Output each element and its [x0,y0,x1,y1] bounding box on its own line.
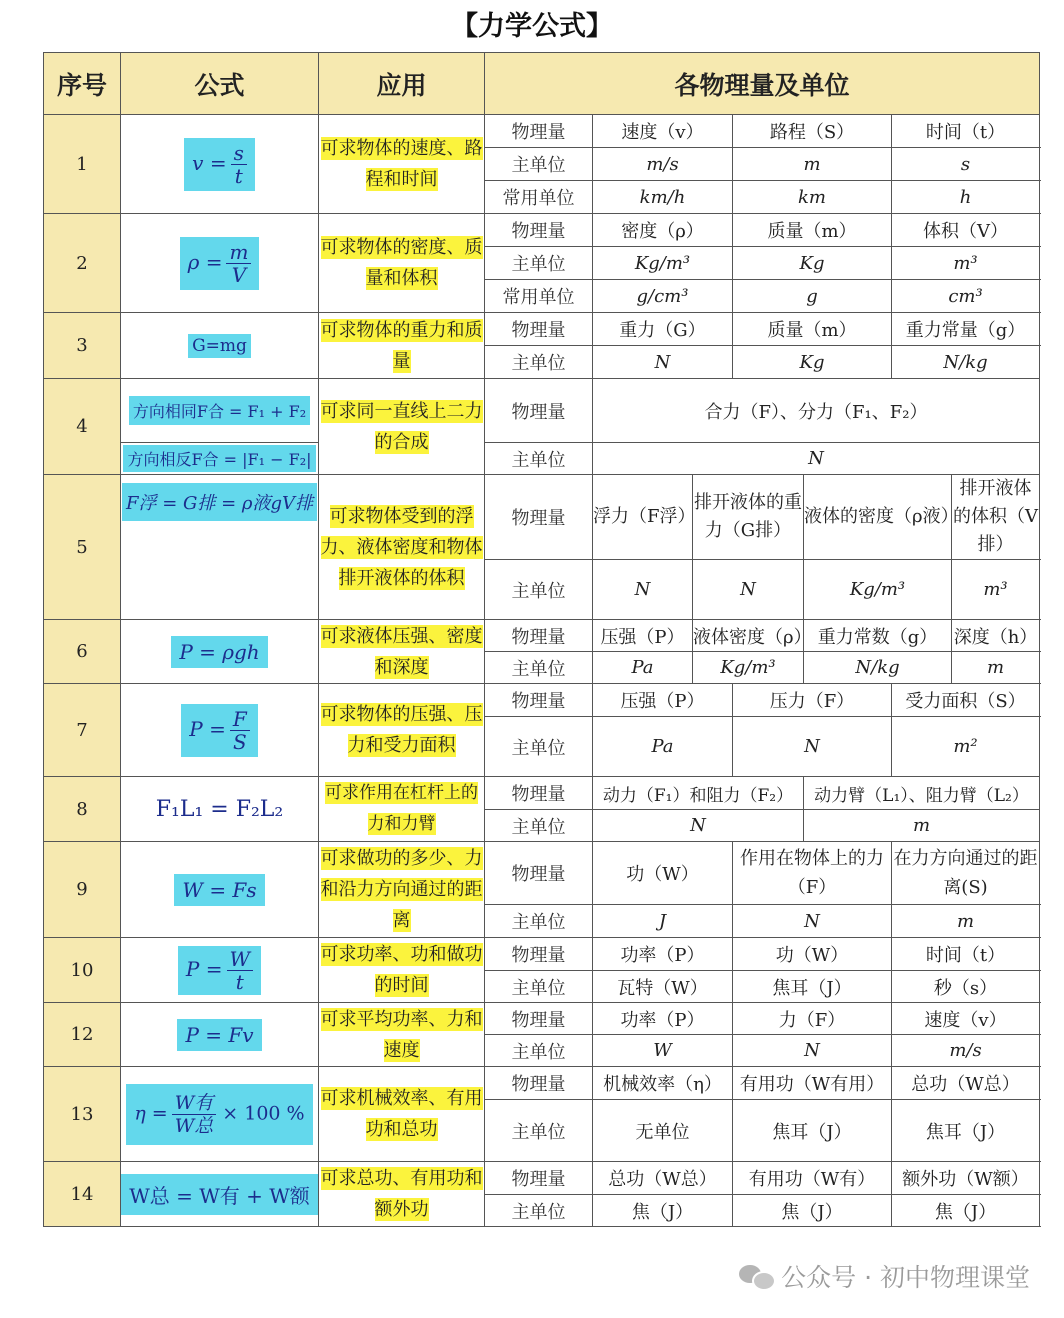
row-seq: 9 [44,842,121,938]
row-seq: 8 [44,777,121,842]
formula-cell [121,842,319,938]
header-formula: 公式 [121,53,319,115]
formula-cell [121,1162,319,1227]
formula-table [43,52,1040,1227]
app-cell: 可求做功的多少、力和沿力方向通过的距离 [319,842,485,938]
formula-cell [121,443,319,475]
row-seq: 10 [44,938,121,1003]
cell-unit: N [733,905,892,938]
row-seq: 7 [44,684,121,777]
cell-value: 时间（t） [892,115,1040,148]
formula-box: P = $\frac{W}{t}$ [178,946,261,995]
cell-label: 物理量 [485,214,593,247]
cell-value: 动力（F₁）和阻力（F₂） [593,777,804,810]
formula-box: G=mg [188,334,251,358]
cell-unit: 秒（s） [892,971,1040,1003]
table-row [44,443,1040,475]
row-seq: 14 [44,1162,121,1227]
formula-cell [121,475,319,620]
cell-unit: 焦耳（J） [733,971,892,1003]
table-row [44,842,1040,905]
app-cell: 可求物体的速度、路程和时间 [319,115,485,214]
cell-value: 作用在物体上的力（F） [733,842,892,905]
cell-unit: Kg [733,247,892,280]
cell-value: 力（F） [733,1003,892,1035]
formula-text: F₁L₁ = F₂L₂ [155,796,284,822]
cell-label: 物理量 [485,1162,593,1195]
cell-label: 主单位 [485,560,593,620]
cell-label: 主单位 [485,443,593,475]
cell-unit: N/kg [892,346,1040,379]
cell-unit: Kg/m³ [693,652,804,684]
formula-box: η = $\frac{\text{W有}}{\text{W总}}$ × 100 % [126,1084,312,1145]
cell-value: 有用功（W有） [733,1162,892,1195]
table-row [44,938,1040,971]
table-row [44,214,1040,247]
cell-label: 物理量 [485,313,593,346]
cell-unit: m [804,810,1040,842]
table-row [44,1162,1040,1195]
cell-value: 质量（m） [733,313,892,346]
cell-value: 速度（v） [892,1003,1040,1035]
cell-value: 路程（S） [733,115,892,148]
cell-label: 主单位 [485,1195,593,1227]
cell-label: 物理量 [485,115,593,148]
formula-cell [121,214,319,313]
cell-unit: Kg [733,346,892,379]
cell-unit: cm³ [892,280,1040,313]
table-row [44,1003,1040,1035]
cell-unit: km/h [593,181,733,214]
table-row [44,379,1040,443]
cell-label: 主单位 [485,717,593,777]
app-cell: 可求作用在杠杆上的力和力臂 [319,777,485,842]
cell-value: 液体密度（ρ） [693,620,804,652]
formula-box: v = $\frac{s}{t}$ [184,138,255,191]
cell-unit: 焦（J） [892,1195,1040,1227]
cell-value: 压强（P） [593,620,693,652]
cell-label: 常用单位 [485,181,593,214]
cell-value: 合力（F）、分力（F₁、F₂） [593,379,1040,443]
cell-unit: m³ [892,247,1040,280]
cell-value: 重力（G） [593,313,733,346]
cell-unit: N/kg [804,652,952,684]
app-cell: 可求平均功率、力和速度 [319,1003,485,1067]
cell-value: 功率（P） [593,1003,733,1035]
cell-unit: 无单位 [593,1100,733,1162]
formula-cell [121,684,319,777]
cell-value: 总功（W总） [593,1162,733,1195]
cell-unit: s [892,148,1040,181]
cell-unit: N [733,1035,892,1067]
cell-label: 物理量 [485,842,593,905]
formula-box: W = Fs [174,874,264,906]
cell-value: 体积（V） [892,214,1040,247]
app-cell: 可求物体的重力和质量 [319,313,485,379]
cell-unit: m² [892,717,1040,777]
cell-unit: N [593,560,693,620]
app-cell: 可求同一直线上二力的合成 [319,379,485,475]
header-seq: 序号 [44,53,121,115]
header-row [44,53,1040,115]
cell-value: 液体的密度（ρ液） [804,475,952,560]
cell-unit: 瓦特（W） [593,971,733,1003]
cell-value: 功率（P） [593,938,733,971]
cell-unit: 焦（J） [593,1195,733,1227]
app-cell: 可求物体受到的浮力、液体密度和物体排开液体的体积 [319,475,485,620]
cell-unit: m³ [952,560,1040,620]
cell-unit: N [733,717,892,777]
cell-value: 压强（P） [593,684,733,717]
cell-label: 物理量 [485,777,593,810]
cell-label: 物理量 [485,379,593,443]
cell-label: 主单位 [485,247,593,280]
cell-value: 有用功（W有用） [733,1067,892,1100]
formula-box: P = Fv [177,1019,261,1051]
cell-value: 功（W） [733,938,892,971]
app-cell: 可求功率、功和做功的时间 [319,938,485,1003]
cell-value: 功（W） [593,842,733,905]
formula-box: 方向相同F合 = F₁ + F₂ [129,396,310,425]
cell-unit: N [693,560,804,620]
cell-value: 机械效率（η） [593,1067,733,1100]
app-cell: 可求物体的压强、压力和受力面积 [319,684,485,777]
cell-label: 物理量 [485,1067,593,1100]
formula-box: P = $\frac{F}{S}$ [181,704,257,757]
cell-unit: 焦耳（J） [892,1100,1040,1162]
page-title: 【力学公式】 [451,11,613,42]
cell-value: 动力臂（L₁）、阻力臂（L₂） [804,777,1040,810]
app-cell: 可求总功、有用功和额外功 [319,1162,485,1227]
cell-unit: N [593,443,1040,475]
table-row [44,620,1040,652]
cell-unit: m/s [593,148,733,181]
cell-label: 物理量 [485,938,593,971]
cell-unit: m/s [892,1035,1040,1067]
row-seq: 12 [44,1003,121,1067]
formula-box: P = ρgh [171,636,267,668]
cell-unit: m [952,652,1040,684]
app-cell: 可求物体的密度、质量和体积 [319,214,485,313]
watermark [739,1258,1030,1294]
formula-cell [121,938,319,1003]
table-row [44,313,1040,346]
cell-value: 总功（W总） [892,1067,1040,1100]
cell-label: 物理量 [485,684,593,717]
cell-unit: 焦耳（J） [733,1100,892,1162]
cell-value: 在力方向通过的距离(S) [892,842,1040,905]
table-row [44,684,1040,717]
cell-label: 主单位 [485,810,593,842]
cell-label: 主单位 [485,1100,593,1162]
cell-unit: 焦（J） [733,1195,892,1227]
cell-label: 主单位 [485,652,593,684]
cell-label: 主单位 [485,905,593,938]
row-seq: 13 [44,1067,121,1162]
cell-label: 主单位 [485,148,593,181]
cell-value: 浮力（F浮） [593,475,693,560]
wechat-icon [739,1263,773,1289]
cell-unit: J [593,905,733,938]
formula-box: W总 = W有 + W额 [121,1174,318,1215]
formula-cell [121,777,319,842]
cell-label: 物理量 [485,620,593,652]
cell-value: 密度（ρ） [593,214,733,247]
header-quantities: 各物理量及单位 [485,53,1040,115]
table-row [44,1067,1040,1100]
cell-value: 重力常量（g） [892,313,1040,346]
row-seq: 5 [44,475,121,620]
formula-box: 方向相反F合 = |F₁ − F₂| [123,445,315,472]
cell-value: 排开液体的重力（G排） [693,475,804,560]
cell-label: 物理量 [485,1003,593,1035]
cell-unit: Pa [593,652,693,684]
cell-label: 主单位 [485,346,593,379]
cell-unit: km [733,181,892,214]
cell-unit: m [892,905,1040,938]
table-row [44,777,1040,810]
table-row [44,115,1040,148]
cell-value: 排开液体的体积（V排） [952,475,1040,560]
cell-label: 常用单位 [485,280,593,313]
cell-unit: N [593,346,733,379]
row-seq: 6 [44,620,121,684]
formula-cell [121,313,319,379]
cell-value: 时间（t） [892,938,1040,971]
formula-cell [121,379,319,443]
cell-value: 速度（v） [593,115,733,148]
cell-label: 主单位 [485,1035,593,1067]
header-app: 应用 [319,53,485,115]
cell-unit: h [892,181,1040,214]
cell-unit: Kg/m³ [593,247,733,280]
cell-value: 质量（m） [733,214,892,247]
app-cell: 可求液体压强、密度和深度 [319,620,485,684]
cell-value: 压力（F） [733,684,892,717]
formula-box: ρ = $\frac{m}{V}$ [180,237,260,290]
app-cell: 可求机械效率、有用功和总功 [319,1067,485,1162]
cell-value: 受力面积（S） [892,684,1040,717]
row-seq: 3 [44,313,121,379]
cell-unit: g [733,280,892,313]
formula-cell [121,115,319,214]
cell-unit: Kg/m³ [804,560,952,620]
cell-unit: g/cm³ [593,280,733,313]
cell-label: 主单位 [485,971,593,1003]
cell-unit: N [593,810,804,842]
row-seq: 1 [44,115,121,214]
cell-label: 物理量 [485,475,593,560]
cell-unit: Pa [593,717,733,777]
formula-cell [121,620,319,684]
formula-cell [121,1067,319,1162]
formula-cell [121,1003,319,1067]
cell-unit: m [733,148,892,181]
watermark-text: 公众号 · 初中物理课堂 [781,1263,1030,1292]
cell-value: 额外功（W额） [892,1162,1040,1195]
cell-value: 深度（h） [952,620,1040,652]
cell-unit: W [593,1035,733,1067]
row-seq: 2 [44,214,121,313]
table-row [44,475,1040,560]
formula-box: F浮 = G排 = ρ液gV排 [122,483,317,521]
cell-value: 重力常数（g） [804,620,952,652]
row-seq: 4 [44,379,121,475]
